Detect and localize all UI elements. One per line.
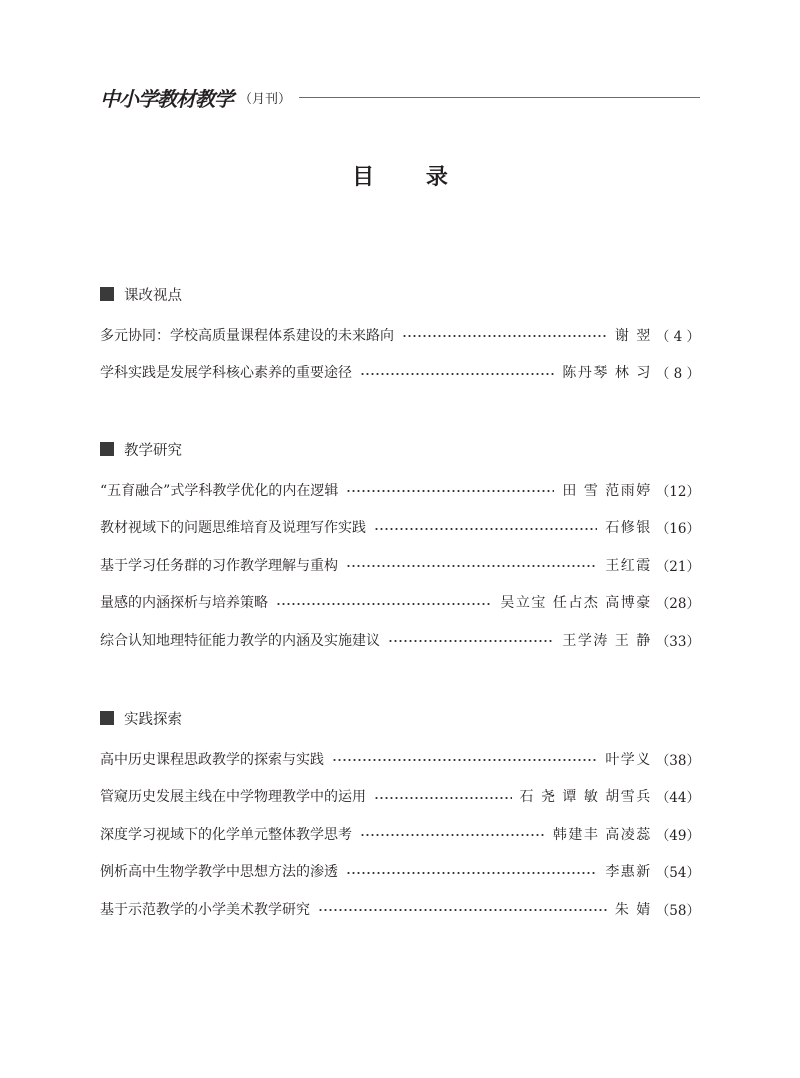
article-title: 管窥历史发展主线在中学物理教学中的运用 xyxy=(100,789,366,806)
article-page: （28） xyxy=(655,596,700,613)
article-page: （12） xyxy=(655,483,700,500)
article-page: （44） xyxy=(655,790,700,807)
toc-entry[interactable] xyxy=(100,584,700,622)
toc-entry[interactable] xyxy=(100,316,700,354)
article-title: “五育融合”式学科教学优化的内在逻辑 xyxy=(100,482,339,499)
journal-name: 中小学教材教学 xyxy=(100,86,233,111)
article-authors: 朱 婧 xyxy=(614,901,652,918)
section-label: 课改视点 xyxy=(124,287,182,304)
section-heading xyxy=(100,284,700,304)
page-title: 目 录 xyxy=(352,164,470,190)
toc-list xyxy=(100,316,700,391)
article-authors: 谢 翌 xyxy=(614,327,652,344)
article-page: （49） xyxy=(655,827,700,844)
article-authors: 韩建丰 高凌蕊 xyxy=(552,826,652,843)
article-title: 基于学习任务群的习作教学理解与重构 xyxy=(100,557,338,574)
section-square-icon xyxy=(100,711,114,725)
dot-leader xyxy=(346,565,597,567)
article-authors: 石修银 xyxy=(605,520,652,537)
dot-leader xyxy=(402,335,607,337)
article-authors: 王学涛 王 静 xyxy=(562,632,652,649)
toc-entry[interactable] xyxy=(100,509,700,547)
journal-frequency: （月刊） xyxy=(239,91,292,107)
toc-entry[interactable] xyxy=(100,546,700,584)
section-heading xyxy=(100,439,700,459)
dot-leader xyxy=(318,909,607,911)
toc-list xyxy=(100,471,700,659)
section-square-icon xyxy=(100,287,114,301)
article-title: 多元协同：学校高质量课程体系建设的未来路向 xyxy=(100,327,394,344)
dot-leader xyxy=(360,373,554,375)
dot-leader xyxy=(346,872,597,874)
toc-entry[interactable] xyxy=(100,621,700,659)
article-authors: 陈丹琴 林 习 xyxy=(562,365,652,382)
masthead-rule xyxy=(299,97,700,98)
article-page: （21） xyxy=(655,558,700,575)
dot-leader xyxy=(374,528,597,530)
section-label: 教学研究 xyxy=(124,442,182,459)
dot-leader xyxy=(276,603,492,605)
section-practice-exploration xyxy=(100,708,700,928)
article-title: 量感的内涵探析与培养策略 xyxy=(100,595,268,612)
dot-leader xyxy=(332,759,597,761)
dot-leader xyxy=(388,640,554,642)
article-title: 深度学习视域下的化学单元整体教学思考 xyxy=(100,826,352,843)
section-teaching-research xyxy=(100,439,700,659)
article-title: 学科实践是发展学科核心素养的重要途径 xyxy=(100,365,352,382)
toc-entry[interactable] xyxy=(100,740,700,778)
toc-entry[interactable] xyxy=(100,890,700,928)
article-authors: 叶学义 xyxy=(605,751,652,768)
article-authors: 李惠新 xyxy=(605,864,652,881)
toc-entry[interactable] xyxy=(100,815,700,853)
toc-list xyxy=(100,740,700,928)
masthead xyxy=(100,84,700,110)
article-authors: 石 尧 谭 敏 胡雪兵 xyxy=(519,789,652,806)
article-title: 高中历史课程思政教学的探索与实践 xyxy=(100,751,324,768)
toc-entry[interactable] xyxy=(100,471,700,509)
article-authors: 吴立宝 任占杰 高博豪 xyxy=(500,595,652,612)
article-title: 例析高中生物学教学中思想方法的渗透 xyxy=(100,864,338,881)
article-title: 教材视域下的问题思维培育及说理写作实践 xyxy=(100,520,366,537)
toc-entry[interactable] xyxy=(100,354,700,392)
article-page: （ 4 ） xyxy=(655,328,700,345)
section-square-icon xyxy=(100,442,114,456)
article-authors: 王红霞 xyxy=(605,557,652,574)
article-authors: 田 雪 范雨婷 xyxy=(562,482,652,499)
dot-leader xyxy=(374,797,512,799)
section-heading xyxy=(100,708,700,728)
article-page: （38） xyxy=(655,752,700,769)
section-curriculum-reform xyxy=(100,284,700,391)
article-page: （33） xyxy=(655,633,700,650)
toc-entry[interactable] xyxy=(100,778,700,816)
article-title: 基于示范教学的小学美术教学研究 xyxy=(100,901,310,918)
toc-entry[interactable] xyxy=(100,853,700,891)
article-page: （54） xyxy=(655,865,700,882)
dot-leader xyxy=(360,834,545,836)
article-page: （ 8 ） xyxy=(655,366,700,383)
article-page: （16） xyxy=(655,521,700,538)
article-title: 综合认知地理特征能力教学的内涵及实施建议 xyxy=(100,632,380,649)
dot-leader xyxy=(346,490,554,492)
section-label: 实践探索 xyxy=(124,711,182,728)
article-page: （58） xyxy=(655,902,700,919)
